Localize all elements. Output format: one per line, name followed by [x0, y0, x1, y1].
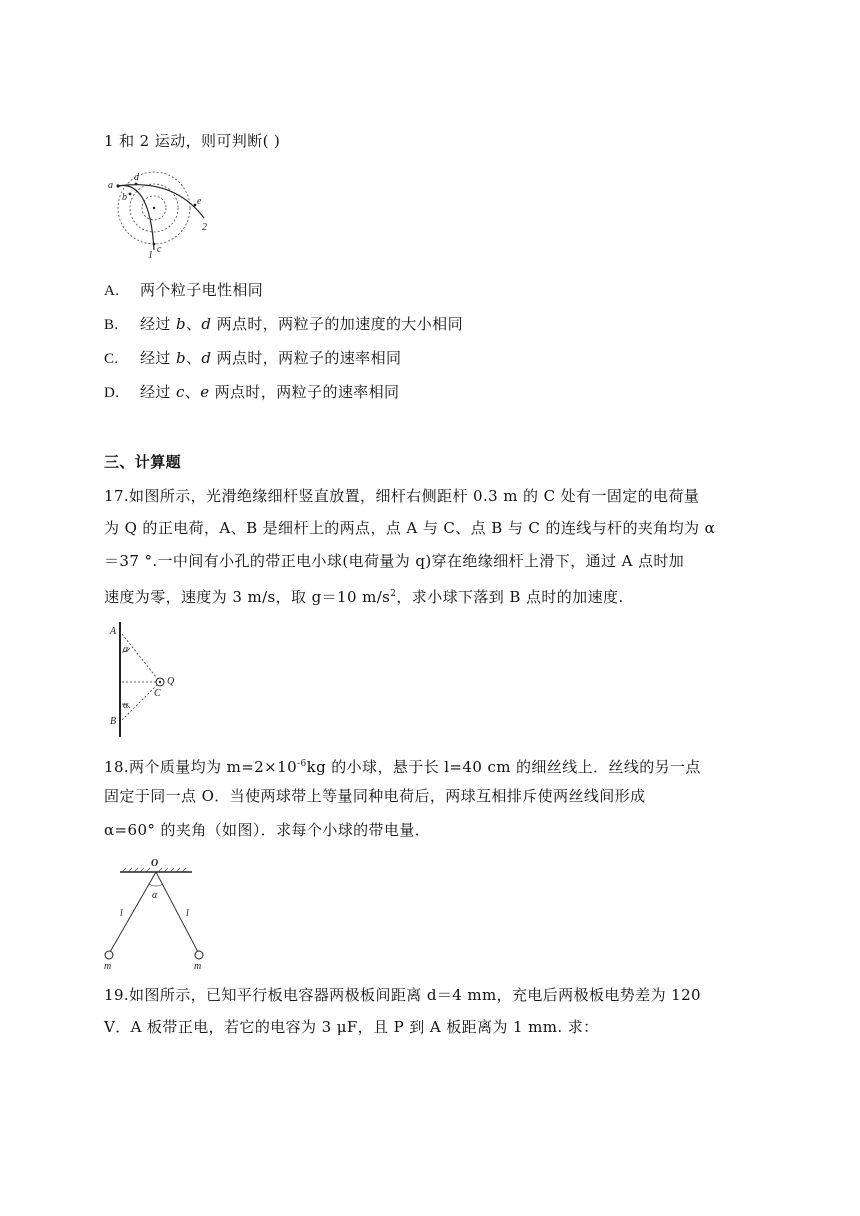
q17-line-2: 为 Q 的正电荷，A、B 是细杆上的两点，点 A 与 C、点 B 与 C 的连线与杆的夹角均为 α — [104, 519, 716, 537]
q18-line-1: 18.两个质量均为 $m=2\times 10^{-6}kg$ 的小球，悬于长 l=40 cm 的细丝线上．丝线的另一点 — [104, 758, 701, 776]
ball-right — [195, 951, 203, 959]
option-c: C. 经过 b、d 两点时，两粒子的速率相同 — [104, 349, 402, 367]
line-a-c — [122, 634, 160, 682]
question-16-tail: 1 和 2 运动，则可判断( ) — [104, 132, 281, 150]
q17-line-1: 17.如图所示，光滑绝缘细杆竖直放置，细杆右侧距杆 0.3 m 的 C 处有一固定的电荷量 — [104, 487, 700, 505]
option-label: C. — [104, 351, 119, 367]
q19-line-2: V．A 板带正电，若它的电容为 3 μF，且 P 到 A 板距离为 1 mm. 求： — [104, 1018, 599, 1036]
label-alpha: α — [152, 890, 158, 901]
label-O: O — [151, 858, 159, 869]
q18-pendulum-figure — [100, 856, 210, 971]
center-charge — [153, 207, 155, 209]
label-alpha-bottom: α — [123, 700, 129, 711]
label-C: C — [154, 688, 161, 699]
label-B: B — [110, 716, 117, 727]
label-e: e — [197, 196, 202, 207]
label-A: A — [110, 626, 117, 637]
q17-line-4: 速度为零，速度为 3 m/s，取 g＝10 $m/s^2$，求小球下落到 B 点时的加速度. — [104, 588, 624, 606]
label-Q: Q — [167, 676, 175, 687]
option-d: D. 经过 c、e 两点时，两粒子的速率相同 — [104, 383, 400, 401]
option-label: A. — [104, 283, 120, 299]
option-label: B. — [104, 317, 119, 333]
label-one: 1 — [148, 250, 153, 260]
option-a — [104, 280, 263, 301]
section-title: 三、计算题 — [104, 453, 182, 471]
label-d: d — [134, 172, 139, 183]
label-l-left: l — [120, 908, 123, 919]
q17-line-3: ＝37 °.一中间有小孔的带正电小球(电荷量为 q)穿在绝缘细杆上滑下，通过 A 点时加 — [104, 552, 685, 570]
option-text: 两个粒子电性相同 — [140, 281, 264, 299]
label-two: 2 — [202, 222, 207, 233]
ball-left — [105, 951, 113, 959]
label-m-left: m — [104, 961, 112, 971]
q18-line-2: 固定于同一点 O．当使两球带上等量同种电荷后，两球互相排斥使两丝线间形成 — [104, 787, 646, 805]
label-m-right: m — [194, 961, 202, 971]
label-l-right: l — [186, 908, 189, 919]
label-b: b — [122, 192, 127, 203]
q16-trajectory-figure — [104, 170, 224, 260]
q18-line-3: α=60° 的夹角（如图）．求每个小球的带电量． — [104, 821, 431, 839]
q19-line-1: 19.如图所示，已知平行板电容器两极板间距离 d＝4 mm，充电后两极板电势差为 120 — [104, 986, 701, 1004]
label-alpha-top: α — [123, 644, 129, 655]
option-label: D. — [104, 385, 120, 401]
label-c: c — [157, 244, 162, 255]
label-a: a — [108, 180, 113, 191]
option-b: B. 经过 b、d 两点时，两粒子的加速度的大小相同 — [104, 315, 463, 333]
q17-rod-figure — [104, 622, 194, 737]
